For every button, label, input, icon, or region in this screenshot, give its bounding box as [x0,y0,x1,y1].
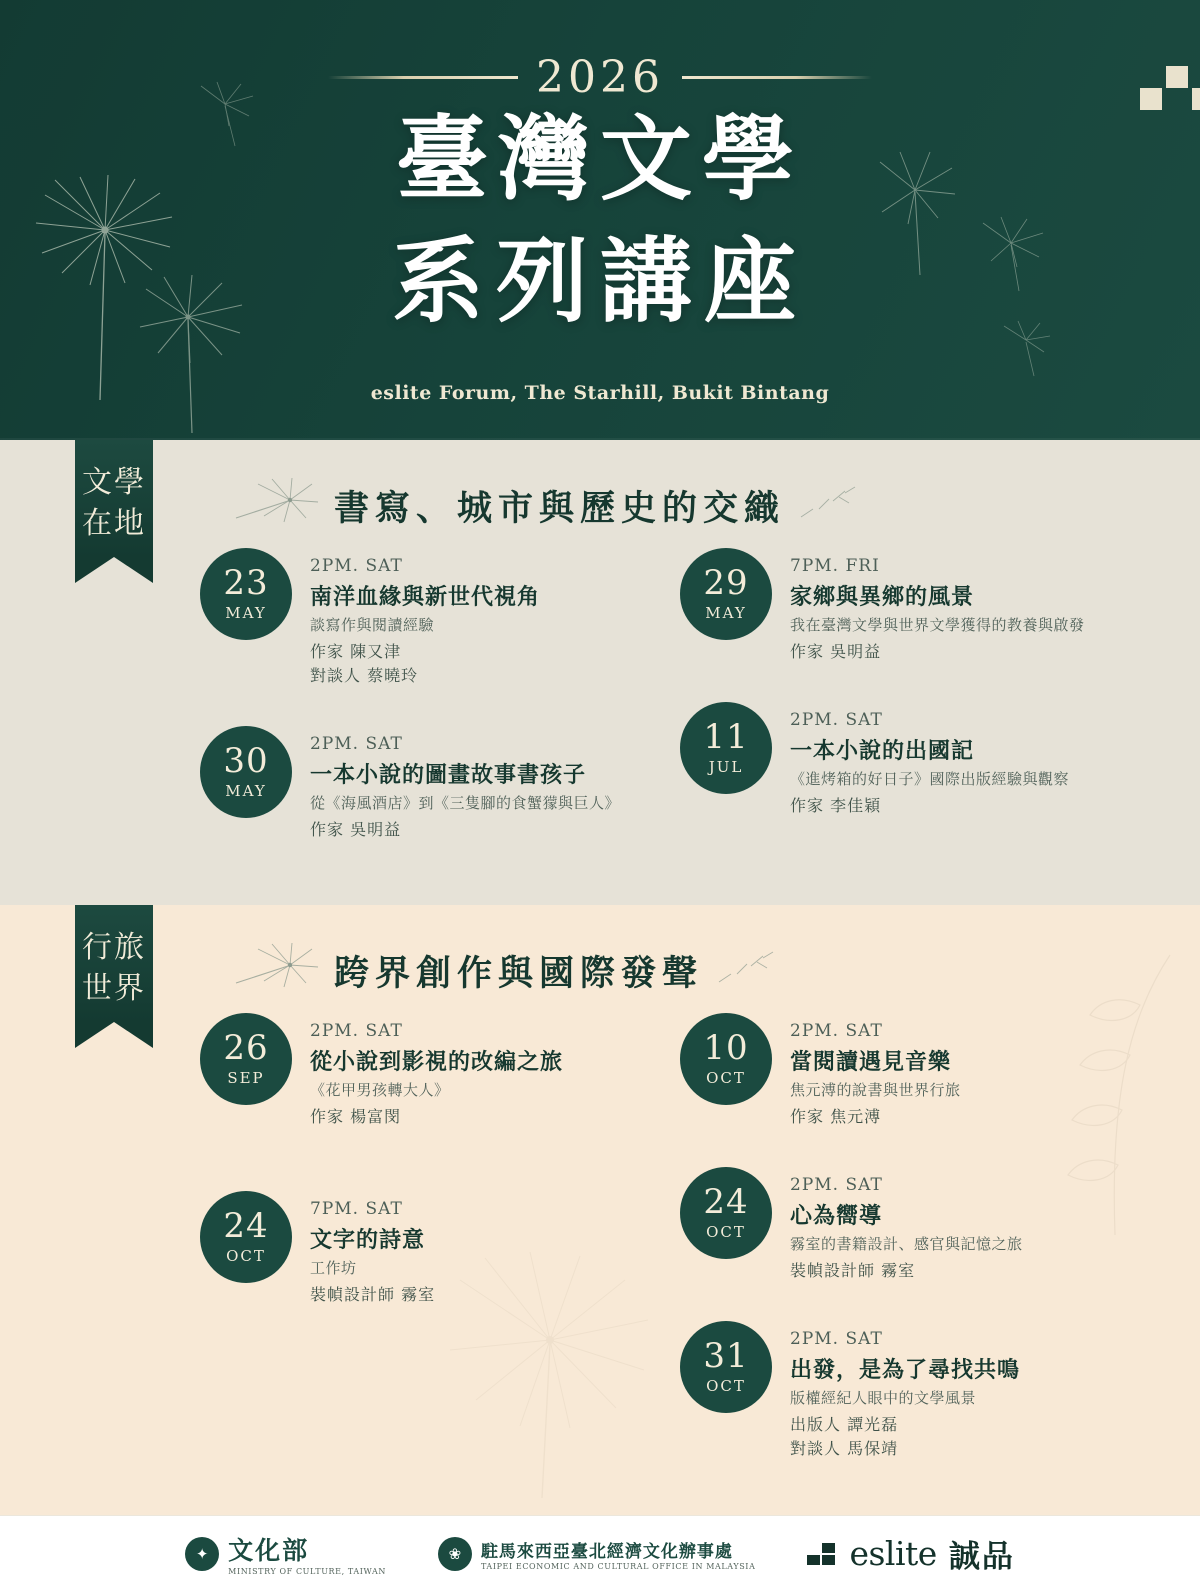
event-time: 7PM. FRI [790,556,880,576]
logo-en: TAIPEI ECONOMIC AND CULTURAL OFFICE IN MALAYSIA [480,1561,756,1571]
ribbon-local: 文學在地 [75,440,153,557]
event-item[interactable] [680,702,1200,818]
event-item[interactable] [200,1013,680,1129]
event-item[interactable] [680,1321,1200,1461]
event-subtitle: 《進烤箱的好日子》國際出版經驗與觀察 [790,770,1070,788]
date-day: 26 [223,1028,269,1068]
date-month: MAY [225,604,267,622]
event-speakers: 作家 吳明益 [790,642,882,661]
eslite-cn: 誠品 [948,1539,1015,1575]
events-column-left [200,1013,680,1345]
eslite-mark-icon [807,1543,837,1565]
date-day: 29 [703,563,749,603]
event-subtitle: 版權經紀人眼中的文學風景 [790,1389,977,1407]
date-month: OCT [226,1247,266,1265]
date-day: 23 [223,563,269,603]
event-body [790,702,1069,818]
dandelion-icon [228,943,320,998]
event-time: 7PM. SAT [310,1199,403,1219]
events-column-right [680,548,1200,856]
event-time: 2PM. SAT [790,710,883,730]
poster-header [0,0,1200,440]
date-badge [200,726,292,818]
date-badge [680,702,772,794]
event-body [310,726,620,842]
event-time: 2PM. SAT [310,734,403,754]
section-title-local: 書寫、城市與歷史的交織 [334,487,786,529]
event-subtitle: 焦元溥的說書與世界行旅 [790,1081,961,1099]
event-body [790,548,1085,664]
section-heading-world [228,943,777,998]
year-row [0,52,1200,103]
date-day: 24 [703,1182,749,1222]
event-body [310,1191,435,1307]
event-time: 2PM. SAT [790,1021,883,1041]
date-month: SEP [227,1069,265,1087]
event-subtitle: 《花甲男孩轉大人》 [310,1081,450,1099]
date-day: 10 [703,1028,749,1068]
logo-en: MINISTRY OF CULTURE, TAIWAN [228,1567,386,1576]
logo-text [228,1531,386,1576]
date-day: 24 [223,1206,269,1246]
date-badge [680,1167,772,1259]
event-item[interactable] [200,548,680,688]
event-subtitle: 談寫作與閱讀經驗 [310,616,435,634]
event-time: 2PM. SAT [790,1175,883,1195]
date-badge [200,1191,292,1283]
date-badge [680,548,772,640]
event-speakers: 作家 陳又津 對談人 蔡曉玲 [310,642,419,685]
event-title: 心為嚮導 [790,1203,883,1229]
date-month: MAY [225,782,267,800]
section-world [0,905,1200,1515]
event-subtitle: 從《海風酒店》到《三隻腳的食蟹獴與巨人》 [310,794,621,812]
event-item[interactable] [680,1013,1200,1129]
event-item[interactable] [200,1191,680,1307]
title-line-2: 系列講座 [391,227,808,336]
event-speakers: 作家 焦元溥 [790,1107,882,1126]
logo-cn: 駐馬來西亞臺北經濟文化辦事處 [480,1541,733,1562]
event-body [310,548,540,688]
date-badge [200,1013,292,1105]
ministry-emblem-icon: ✦ [185,1537,219,1571]
dandelion-seed-icon [717,948,777,993]
date-badge [200,548,292,640]
event-title: 一本小說的出國記 [790,738,975,764]
date-month: OCT [706,1223,746,1241]
date-month: MAY [705,604,747,622]
venue-subtitle: eslite Forum, The Starhill, Bukit Bintang [370,382,830,404]
section-local [0,440,1200,905]
event-time: 2PM. SAT [310,556,403,576]
event-speakers: 作家 李佳穎 [790,796,882,815]
date-month: OCT [706,1069,746,1087]
date-badge [680,1013,772,1105]
event-body [790,1167,1023,1283]
event-speakers: 出版人 譚光磊 對談人 馬保靖 [790,1415,899,1458]
event-title: 出發，是為了尋找共鳴 [790,1357,1021,1383]
event-title: 當閱讀遇見音樂 [790,1049,952,1075]
event-speakers: 作家 楊富閔 [310,1107,402,1126]
event-title: 文字的詩意 [310,1227,426,1253]
event-body [790,1013,961,1129]
events-column-right [680,1013,1200,1499]
poster-year: 2026 [536,52,664,103]
date-month: OCT [706,1377,746,1395]
event-speakers: 裝幀設計師 霧室 [310,1285,436,1304]
logo-teco-malaysia [438,1537,756,1571]
date-badge [680,1321,772,1413]
section-title-world: 跨界創作與國際發聲 [334,952,704,994]
event-title: 南洋血緣與新世代視角 [310,584,541,610]
date-day: 11 [703,717,749,757]
event-subtitle: 霧室的書籍設計、感官與記憶之旅 [790,1235,1023,1253]
event-time: 2PM. SAT [310,1021,403,1041]
section-heading-local [228,478,859,533]
event-speakers: 裝幀設計師 霧室 [790,1261,916,1280]
rule-right [682,76,872,79]
date-day: 31 [703,1336,749,1376]
event-title: 一本小說的圖畫故事書孩子 [310,762,587,788]
event-subtitle: 我在臺灣文學與世界文學獲得的教養與啟發 [790,616,1085,634]
event-body [790,1321,1020,1461]
event-speakers: 作家 吳明益 [310,820,402,839]
plum-blossom-icon: ❀ [438,1537,472,1571]
dandelion-icon [228,478,320,533]
event-item[interactable] [680,1167,1200,1283]
title-line-1: 臺灣文學 [395,105,804,213]
page-title [0,98,1200,343]
event-body [310,1013,563,1129]
logo-eslite [807,1531,1014,1576]
date-month: JUL [708,758,744,776]
event-item[interactable] [200,726,680,842]
event-subtitle: 工作坊 [310,1259,357,1277]
footer-logos [0,1515,1200,1591]
ribbon-world: 行旅世界 [75,905,153,1022]
logo-cn: 文化部 [228,1536,310,1565]
event-title: 從小說到影視的改編之旅 [310,1049,564,1075]
event-time: 2PM. SAT [790,1329,883,1349]
eslite-wordmark: eslite [849,1534,937,1573]
dandelion-seed-icon [799,483,859,528]
logo-ministry-of-culture [185,1531,386,1576]
date-day: 30 [223,741,269,781]
rule-left [328,76,518,79]
event-title: 家鄉與異鄉的風景 [790,584,975,610]
events-column-left [200,548,680,880]
logo-text [481,1537,756,1571]
event-item[interactable] [680,548,1200,664]
